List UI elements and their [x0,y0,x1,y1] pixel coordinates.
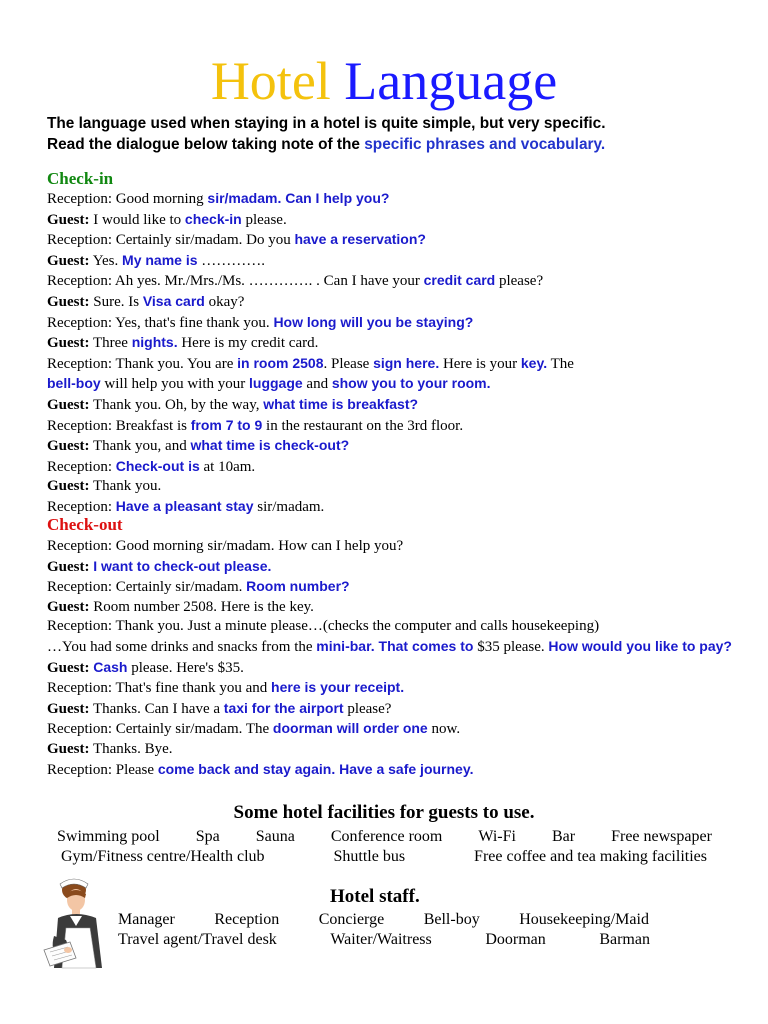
dialogue-line [47,497,737,518]
facility-item: Wi-Fi [478,828,516,845]
dialogue-text: Thank you, and [89,438,191,455]
facility-item: Bar [551,828,576,845]
dialogue-text: Sure. Is [89,293,143,310]
dialogue-text: $35 please. [473,638,549,655]
highlighted-phrase: Have a pleasant stay [115,497,254,514]
page-title [0,46,768,116]
title-word-language: Language [344,51,558,111]
dialogue-line [47,537,737,557]
dialogue-line [47,210,737,231]
dialogue-text: I would like to [89,211,185,228]
speaker-label: Guest: [47,438,90,455]
dialogue-text: now. [427,721,461,738]
dialogue-line [47,416,737,437]
dialogue-line [47,313,737,334]
highlighted-phrase: come back and stay again. Have a safe journey. [157,760,474,777]
dialogue-line [47,457,737,478]
staff-item: Reception [214,911,280,928]
highlighted-phrase: My name is [122,251,198,268]
dialogue-text: …You had some drinks and snacks from the [47,638,317,655]
highlighted-phrase: taxi for the airport [223,699,344,716]
dialogue-text: please? [495,273,544,290]
receptionist-clipart-icon [40,876,118,972]
speaker-label: Guest: [47,211,90,228]
intro-paragraph [47,113,747,155]
dialogue-text: in the restaurant on the 3rd floor. [262,417,464,434]
speaker-label: Guest: [47,335,90,352]
dialogue-line [47,557,737,578]
dialogue-text: Reception: Breakfast is [47,417,191,434]
staff-title: Hotel staff. [330,886,420,907]
speaker-label: Guest: [47,478,90,495]
dialogue-line [47,740,737,760]
dialogue-text: Reception: That's fine thank you and [47,680,272,697]
checkout-heading: Check-out [47,515,123,534]
facility-item: Gym/Fitness centre/Health club [61,848,265,865]
dialogue-line [47,230,737,251]
dialogue-line [47,333,737,354]
dialogue-text: Reception: [47,498,116,515]
dialogue-line [47,699,737,720]
dialogue-line [47,760,737,781]
dialogue-text: Thanks. Bye. [89,740,173,757]
highlighted-phrase: luggage [249,375,303,392]
staff-row-1 [118,910,649,930]
dialogue-line [47,395,737,416]
highlighted-phrase: bell-boy [47,375,101,392]
dialogue-text: sir/madam. [253,498,325,515]
facilities-row-2 [61,847,707,867]
checkin-heading: Check-in [47,169,114,188]
highlighted-phrase: sir/madam. Can I help you? [207,190,390,206]
highlighted-phrase: sign here. [373,354,440,371]
staff-item: Manager [118,911,175,928]
title-word-hotel: Hotel [210,51,331,111]
facility-item: Free coffee and tea making facilities [474,848,707,865]
highlighted-phrase: doorman will order one [272,720,428,737]
dialogue-line [47,251,737,272]
highlighted-phrase: I want to check-out please. [93,557,272,574]
dialogue-text: please. [241,211,287,228]
dialogue-text: Yes. [89,252,123,269]
checkin-dialogue [47,189,737,518]
dialogue-line [47,658,737,679]
dialogue-line [47,189,737,210]
dialogue-line [47,477,737,497]
speaker-label: Guest: [47,598,90,615]
staff-item: Travel agent/Travel desk [118,931,277,948]
dialogue-text: Thank you. Oh, by the way, [89,396,264,413]
dialogue-line [47,374,737,395]
highlighted-phrase: Room number? [246,578,350,595]
highlighted-phrase: mini-bar. That comes to [316,637,474,654]
dialogue-text: Here is my credit card. [177,335,319,352]
highlighted-phrase: what time is breakfast? [263,395,419,412]
highlighted-phrase: have a reservation? [294,231,426,248]
dialogue-line [47,598,737,618]
speaker-label: Guest: [47,659,90,676]
intro-highlight: specific phrases and vocabulary. [364,136,606,153]
facility-item: Free newspaper [611,828,712,845]
speaker-label: Guest: [47,740,90,757]
highlighted-phrase: from 7 to 9 [190,416,263,433]
dialogue-text: and [302,376,332,393]
dialogue-line [47,617,737,637]
intro-line-2-text: Read the dialogue below taking note of the [47,136,365,153]
facility-item: Conference room [330,828,443,845]
dialogue-line [47,354,737,375]
speaker-label: Guest: [47,700,90,717]
dialogue-line [47,292,737,313]
highlighted-phrase: How would you like to pay? [548,637,732,654]
staff-item: Bell-boy [423,911,480,928]
dialogue-text: Room number 2508. Here is the key. [89,598,314,615]
dialogue-text: Three [89,335,132,352]
staff-row-2 [118,930,650,950]
dialogue-text: please? [343,700,392,717]
dialogue-text: Thank you. [89,478,162,495]
staff-item: Doorman [485,931,546,948]
dialogue-text: Reception: Certainly sir/madam. Do you [47,232,295,249]
highlighted-phrase: in room 2508 [237,354,324,371]
dialogue-text: Thanks. Can I have a [89,700,224,717]
dialogue-text: will help you with your [100,376,249,393]
dialogue-text: Reception: Please [47,761,158,778]
intro-line-2 [47,134,747,155]
highlighted-phrase: credit card [423,272,496,289]
dialogue-line [47,719,737,740]
facilities-title: Some hotel facilities for guests to use. [233,802,535,823]
highlighted-phrase: key. [520,354,548,371]
checkout-dialogue [47,537,737,780]
highlighted-phrase: nights. [131,334,178,351]
highlighted-phrase: Visa card [142,292,205,309]
facility-item: Spa [195,828,220,845]
dialogue-text: Reception: Ah yes. Mr./Mrs./Ms. …………. . Can I have your [47,273,424,290]
staff-item: Barman [599,931,650,948]
speaker-label: Guest: [47,252,90,269]
dialogue-text: please. Here's $35. [127,659,244,676]
highlighted-phrase: check-in [184,210,242,227]
dialogue-text: Reception: Thank you. You are [47,355,238,372]
dialogue-line [47,271,737,292]
highlighted-phrase: show you to your room. [331,375,491,392]
dialogue-text: okay? [204,293,245,310]
dialogue-text: …………. [197,252,266,269]
dialogue-line [47,678,737,699]
staff-item: Waiter/Waitress [330,931,432,948]
dialogue-text: Reception: Certainly sir/madam. [47,579,247,596]
speaker-label: Guest: [47,558,90,575]
highlighted-phrase: How long will you be staying? [273,313,474,330]
highlighted-phrase: Check-out is [115,457,200,474]
dialogue-text: . Please [323,355,374,372]
speaker-label: Guest: [47,396,90,413]
staff-item: Housekeeping/Maid [519,911,649,928]
facility-item: Sauna [255,828,295,845]
highlighted-phrase: Cash [93,658,128,675]
dialogue-text: The [547,355,574,372]
dialogue-line [47,637,737,658]
intro-line-1: The language used when staying in a hotel is quite simple, but very specific. [47,115,606,132]
staff-item: Concierge [318,911,385,928]
dialogue-text: Reception: [47,458,116,475]
dialogue-text: Reception: Good morning sir/madam. How can I help you? [47,538,404,554]
dialogue-text: Reception: Yes, that's fine thank you. [47,314,274,331]
facility-item: Shuttle bus [333,848,406,865]
dialogue-text: at 10am. [199,458,256,475]
facilities-row-1 [57,827,712,847]
dialogue-line [47,577,737,598]
dialogue-text: Reception: Good morning [47,191,208,207]
dialogue-text: Reception: Certainly sir/madam. The [47,721,273,738]
dialogue-line [47,436,737,457]
dialogue-text: Here is your [439,355,521,372]
highlighted-phrase: here is your receipt. [271,679,405,696]
highlighted-phrase: what time is check-out? [190,437,350,454]
dialogue-text: Reception: Thank you. Just a minute please…(checks the computer and calls housekeeping) [47,618,600,635]
speaker-label: Guest: [47,293,90,310]
facility-item: Swimming pool [57,828,160,845]
